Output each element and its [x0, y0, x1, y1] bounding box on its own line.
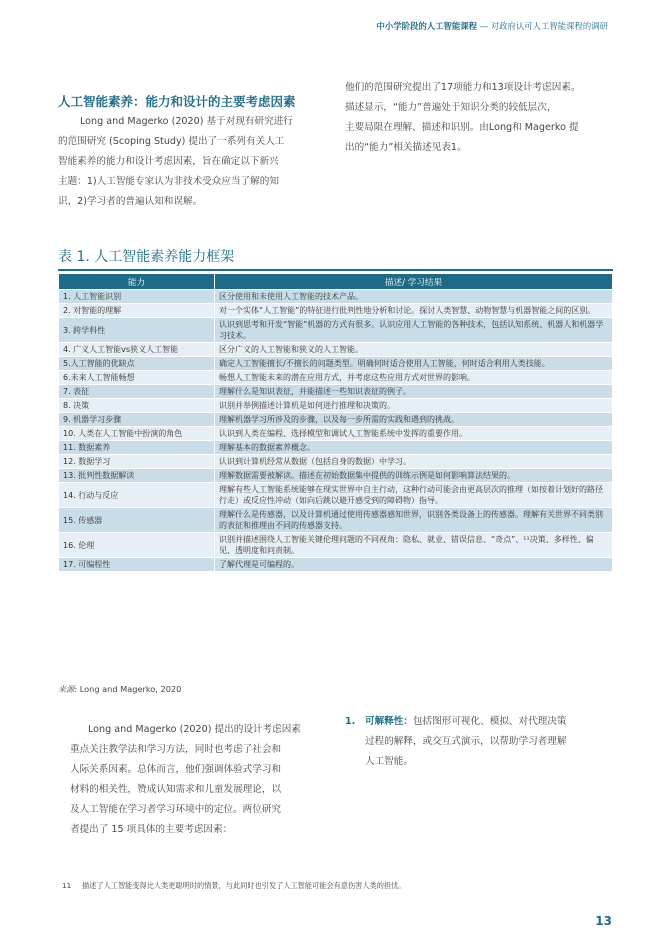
ability-cell: 10. 人类在人工智能中扮演的角色	[59, 427, 215, 441]
design-line: 者提出了 15 项具体的主要考虑因素：	[70, 824, 233, 835]
table-row	[59, 427, 613, 441]
design-paragraph	[70, 720, 332, 840]
ability-cell: 6.未来人工智能畅想	[59, 371, 215, 385]
section-title: 人工智能素养：能力和设计的主要考虑因素	[58, 94, 296, 109]
list-item	[365, 712, 566, 772]
table-row	[59, 385, 613, 399]
description-cell: 识别并举例描述计算机是如何进行推理和决策的。	[215, 399, 613, 413]
description-cell: 区分广义的人工智能和狭义的人工智能。	[215, 343, 613, 357]
description-cell: 畅想人工智能未来的潜在应用方式，并考虑这些应用方式对世界的影响。	[215, 371, 613, 385]
list-term: 可解释性：	[365, 716, 413, 727]
column-header-description: 描述/ 学习结果	[215, 274, 613, 290]
ability-cell: 9. 机器学习步骤	[59, 413, 215, 427]
table-title-rule	[58, 269, 613, 271]
description-cell: 区分使用和未使用人工智能的技术产品。	[215, 290, 613, 304]
ability-cell: 17. 可编程性	[59, 558, 215, 572]
intro-line: 识，2)学习者的普遍认知和误解。	[58, 196, 203, 207]
table-row	[59, 469, 613, 483]
list-line: 包括图形可视化、模拟、对代理决策	[412, 716, 567, 727]
ability-cell: 3. 跨学科性	[59, 318, 215, 343]
ability-cell: 2. 对智能的理解	[59, 304, 215, 318]
column-header-ability: 能力	[59, 274, 215, 290]
right-paragraph	[345, 78, 613, 158]
table-row	[59, 371, 613, 385]
table-body	[59, 290, 613, 572]
ability-cell: 8. 决策	[59, 399, 215, 413]
design-line: 材料的相关性，赞成认知需求和儿童发展理论，以	[70, 784, 282, 795]
table-row	[59, 343, 613, 357]
description-cell: 理解什么是传感器，以及计算机通过使用传感器感知世界，识别各类设备上的传感器。理解有关世界不同类别的表征和推理由不同的传感器支持。	[215, 508, 613, 533]
intro-line: Long and Magerko (2020) 基于对现有研究进行	[80, 116, 293, 127]
design-line: 及人工智能在学习者学习环境中的定位。两位研究	[70, 804, 282, 815]
ability-cell: 1. 人工智能识别	[59, 290, 215, 304]
design-line: 人际关系因素。总体而言，他们强调体验式学习和	[70, 764, 282, 775]
ability-cell: 14. 行动与反应	[59, 483, 215, 508]
right-line: 出的“能力”相关描述见表1。	[345, 142, 467, 153]
intro-line: 的范围研究 (Scoping Study) 提出了一系列有关人工	[58, 136, 285, 147]
description-cell: 识别并描述围绕人工智能关键伦理问题的不同视角：隐私、就业、错误信息、“奇点”、¹¹决策、多样性、偏见、透明度和问责制。	[215, 533, 613, 558]
right-line: 主要局限在理解、描述和识别。由Long和 Magerko 提	[345, 122, 579, 133]
table-title: 表 1. 人工智能素养能力框架	[58, 249, 235, 265]
header-report-title: 中小学阶段的人工智能课程	[376, 21, 478, 31]
ability-cell: 5.人工智能的优缺点	[59, 357, 215, 371]
table-row	[59, 304, 613, 318]
footnote	[62, 881, 405, 891]
table-row	[59, 483, 613, 508]
ability-cell: 13. 批判性数据解读	[59, 469, 215, 483]
header-subtitle: — 对政府认可人工智能课程的调研	[477, 21, 608, 31]
list-line: 过程的解释，或交互式演示，以帮助学习者理解	[365, 736, 567, 747]
description-cell: 对一个实体“人工智能”的特征进行批判性地分析和讨论。探讨人类智慧、动物智慧与机器智能之间的区别。	[215, 304, 613, 318]
list-number: 1.	[345, 716, 356, 727]
table-row	[59, 399, 613, 413]
description-cell: 认识到思考和开发“智能”机器的方式有很多。认识应用人工智能的各种技术，包括认知系统、机器人和机器学习技术。	[215, 318, 613, 343]
table-row	[59, 318, 613, 343]
footnote-number: 11	[62, 881, 72, 890]
right-line: 描述显示，“能力”普遍处于知识分类的较低层次，	[345, 102, 557, 113]
table-header-row	[59, 274, 613, 290]
list-line: 人工智能。	[365, 756, 413, 767]
ability-cell: 4. 广义人工智能vs狭义人工智能	[59, 343, 215, 357]
design-line: 重点关注教学法和学习方法，同时也考虑了社会和	[70, 744, 282, 755]
table-row	[59, 290, 613, 304]
page-number: 13	[595, 914, 612, 928]
description-cell: 了解代理是可编程的。	[215, 558, 613, 572]
ability-cell: 15. 传感器	[59, 508, 215, 533]
table-row	[59, 441, 613, 455]
description-cell: 理解基本的数据素养概念。	[215, 441, 613, 455]
intro-line: 智能素养的能力和设计考虑因素，旨在确定以下新兴	[58, 156, 279, 167]
running-header	[377, 20, 608, 32]
ability-cell: 7. 表征	[59, 385, 215, 399]
table-row	[59, 558, 613, 572]
description-cell: 理解有些人工智能系统能够在现实世界中自主行动，这种行动可能会由更高层次的推理（如按着计划好的路径行走）或反应性冲动（如向后跳以避开感受到的障碍物）指导。	[215, 483, 613, 508]
table-row	[59, 533, 613, 558]
ability-cell: 12. 数据学习	[59, 455, 215, 469]
source-text: Long and Magerko, 2020	[77, 684, 182, 694]
table-row	[59, 508, 613, 533]
description-cell: 确定人工智能擅长/不擅长的问题类型。明确何时适合使用人工智能，何时适合利用人类技能。	[215, 357, 613, 371]
description-cell: 认识到计算机经常从数据（包括自身的数据）中学习。	[215, 455, 613, 469]
table-row	[59, 455, 613, 469]
description-cell: 理解机器学习所涉及的步骤，以及每一步所需的实践和遇到的挑战。	[215, 413, 613, 427]
ai-literacy-table	[58, 273, 613, 572]
source-label: 来源:	[58, 684, 78, 694]
footnote-text: 描述了人工智能变得比人类更聪明时的情景，与此同时也引发了人工智能可能会有意伤害人类的担忧。	[82, 881, 406, 890]
description-cell: 理解什么是知识表征，并能描述一些知识表征的例子。	[215, 385, 613, 399]
ability-cell: 11. 数据素养	[59, 441, 215, 455]
intro-paragraph	[58, 112, 320, 212]
description-cell: 理解数据需要被解读。描述在初始数据集中提供的训练示例是如何影响算法结果的。	[215, 469, 613, 483]
table-source	[58, 684, 181, 695]
table-row	[59, 357, 613, 371]
description-cell: 认识到人类在编程、选择模型和调试人工智能系统中发挥的重要作用。	[215, 427, 613, 441]
intro-line: 主题：1)人工智能专家认为非技术受众应当了解的知	[58, 176, 279, 187]
ability-cell: 16. 伦理	[59, 533, 215, 558]
table-row	[59, 413, 613, 427]
design-line: Long and Magerko (2020) 提出的设计考虑因素	[88, 724, 301, 735]
right-line: 他们的范围研究提出了17项能力和13项设计考虑因素。	[345, 82, 581, 93]
